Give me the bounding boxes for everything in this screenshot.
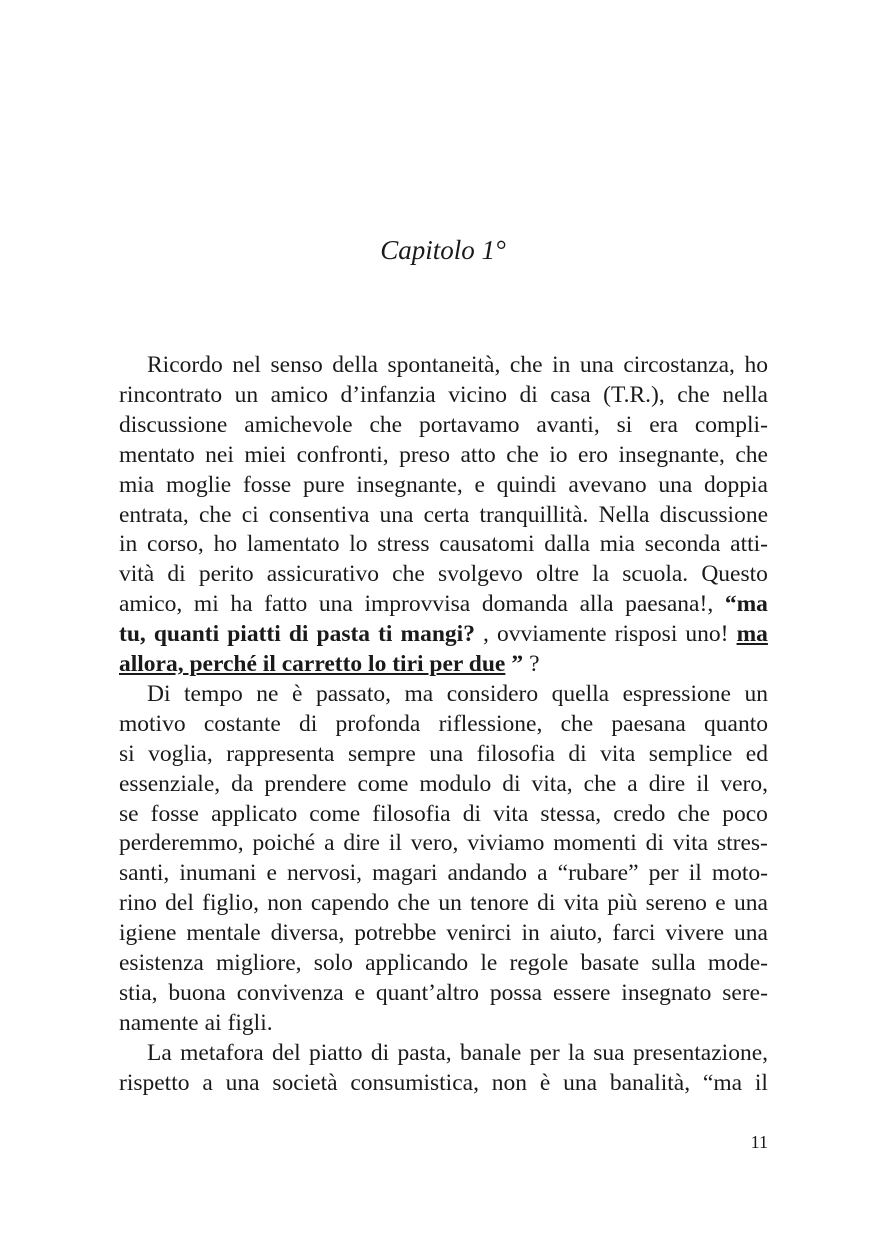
word: si <box>119 740 135 767</box>
text-line <box>119 799 768 829</box>
word: modulo <box>419 770 492 797</box>
word: di <box>645 830 664 857</box>
word: che <box>677 381 710 408</box>
word: amico, <box>119 591 183 618</box>
word: di <box>288 621 309 648</box>
word: consumistica, <box>350 1069 479 1096</box>
word: dalla <box>544 531 590 558</box>
word: migliore, <box>216 950 302 976</box>
word: prendere <box>264 770 347 797</box>
word: nei <box>205 441 234 468</box>
word: vità <box>119 561 155 588</box>
word: una <box>225 1069 260 1096</box>
word: una <box>579 352 614 378</box>
word: namente <box>119 1009 199 1036</box>
word: vita <box>493 800 529 827</box>
word: andando <box>447 860 528 887</box>
word: venirci <box>446 920 512 947</box>
word: una <box>733 920 768 947</box>
text-line <box>119 948 768 978</box>
word: quant’altro <box>375 979 480 1006</box>
word: convivenza <box>236 979 344 1006</box>
word: costante <box>203 710 281 737</box>
word: possa <box>489 979 543 1006</box>
word: Di <box>147 680 171 707</box>
word: sulla <box>651 950 696 976</box>
word: società <box>272 1069 338 1096</box>
word: mentato <box>119 441 195 468</box>
word: Questo <box>701 561 768 588</box>
word: uno! <box>685 621 729 648</box>
word: di <box>537 890 556 917</box>
word: discussione <box>119 411 228 438</box>
word: momenti <box>553 830 637 857</box>
word: scuola. <box>622 561 689 588</box>
word: lo <box>349 531 368 558</box>
word: una <box>318 591 353 618</box>
word: tu, <box>119 621 146 648</box>
word: regole <box>509 950 569 976</box>
word: figli. <box>227 1009 273 1036</box>
word: piatti <box>227 621 281 648</box>
text-line <box>119 470 768 500</box>
word: avevano <box>568 471 647 498</box>
word: perito <box>198 561 254 588</box>
word: banale <box>459 1039 522 1066</box>
word: non <box>491 1069 528 1096</box>
word: nel <box>232 352 261 378</box>
word: per <box>529 1039 560 1066</box>
word: il <box>754 1069 768 1096</box>
text-line <box>119 380 768 410</box>
word: inumani <box>179 860 257 887</box>
word: che <box>506 441 539 468</box>
page-number: 11 <box>750 1132 768 1152</box>
word: “rubare” <box>557 860 639 887</box>
word: che <box>198 501 232 528</box>
text-line <box>119 649 768 679</box>
word: vero, <box>720 770 768 797</box>
word: magari <box>372 860 438 887</box>
word: piatto <box>309 1039 363 1066</box>
word: dire <box>648 770 686 797</box>
word: rino <box>119 890 157 917</box>
word: passato, <box>315 680 391 707</box>
word: che <box>397 890 431 917</box>
word: (T.R.), <box>603 381 665 408</box>
word: aiuto, <box>549 920 603 947</box>
word: che <box>735 441 768 468</box>
word: applicato <box>211 800 298 827</box>
word: a <box>537 860 548 887</box>
word: stress <box>377 531 430 558</box>
word: Ricordo <box>147 352 223 378</box>
word: si <box>616 411 633 438</box>
word: domanda <box>481 591 568 618</box>
word: ti <box>378 621 393 648</box>
text-line <box>119 888 768 918</box>
word: il <box>388 830 402 857</box>
word: casa <box>550 381 591 408</box>
text-line <box>119 978 768 1008</box>
word: poco <box>722 800 768 827</box>
word: quindi <box>496 471 557 498</box>
word: vivere <box>665 920 725 947</box>
word: svolgevo <box>437 561 523 588</box>
word: il <box>688 860 702 887</box>
word: vita <box>600 740 636 767</box>
word: poiché <box>252 830 316 857</box>
word: fatto <box>264 591 308 618</box>
word: atti- <box>730 531 768 558</box>
word: paesana!, <box>625 591 714 618</box>
word: una <box>733 890 768 917</box>
word: vero, <box>410 830 459 857</box>
text-line <box>119 440 768 470</box>
text-line <box>147 1038 768 1068</box>
word: atto <box>460 441 496 468</box>
word: non <box>267 890 303 917</box>
word: credo <box>613 800 666 827</box>
text-line <box>147 679 768 709</box>
word: sempre <box>347 740 416 767</box>
word: compli- <box>694 411 768 438</box>
word: di <box>462 800 481 827</box>
word: ” <box>511 651 524 677</box>
word: “ma <box>702 1069 743 1096</box>
word: per <box>648 860 679 887</box>
word: sua <box>593 1039 625 1066</box>
word: mia <box>119 471 155 498</box>
word: più <box>607 890 638 917</box>
word: santi, <box>119 860 170 887</box>
word: preso <box>399 441 450 468</box>
word: spontaneità, <box>387 352 501 378</box>
text-line <box>119 828 768 858</box>
word: la <box>592 561 610 588</box>
word: dire <box>343 830 380 857</box>
word: fosse <box>150 800 199 827</box>
text-line <box>119 918 768 948</box>
word: esistenza <box>119 950 204 976</box>
word: di <box>502 770 521 797</box>
word: profonda <box>335 710 421 737</box>
word: la <box>567 1039 585 1066</box>
word: pasta <box>316 621 371 648</box>
word: quanti <box>153 621 220 648</box>
word: che <box>560 710 594 737</box>
word: considero <box>446 680 539 707</box>
word: avanti, <box>536 411 600 438</box>
text-line <box>119 709 768 739</box>
word: Nella <box>598 501 650 528</box>
word: basate <box>580 950 640 976</box>
word: mi <box>193 591 219 618</box>
word: sereno <box>645 890 707 917</box>
word: che <box>509 352 543 378</box>
word: una <box>658 471 693 498</box>
word: semplice <box>648 740 733 767</box>
word: diversa, <box>270 920 345 947</box>
word: alla <box>579 591 614 618</box>
word: viviamo <box>467 830 545 857</box>
word: presentazione, <box>632 1039 768 1066</box>
text-line <box>119 1008 768 1038</box>
word: da <box>231 770 254 797</box>
word: solo <box>313 950 353 976</box>
word: mentale <box>186 920 261 947</box>
word: moglie <box>165 471 232 498</box>
word: filosofia <box>476 740 555 767</box>
word: essenziale, <box>119 770 221 797</box>
word: seconda <box>644 531 721 558</box>
word: banalità, <box>609 1069 691 1096</box>
word: motivo <box>119 710 186 737</box>
word: io <box>549 441 568 468</box>
word: e <box>266 860 277 887</box>
word: improvvisa <box>364 591 471 618</box>
word: portavamo <box>419 411 520 438</box>
text-line <box>119 739 768 769</box>
word: filosofia <box>372 800 451 827</box>
word: figlio, <box>202 890 259 917</box>
text-line <box>119 589 768 619</box>
word: mangi? <box>400 621 475 648</box>
word: ho <box>213 531 238 558</box>
word: e <box>715 890 726 917</box>
text-line <box>147 350 768 380</box>
word: ci <box>241 501 259 528</box>
word: vicino <box>448 381 507 408</box>
word: del <box>165 890 194 917</box>
word: e <box>354 979 366 1006</box>
word: di <box>167 561 186 588</box>
word: fosse <box>242 471 292 498</box>
word: le <box>480 950 498 976</box>
word: come <box>309 800 361 827</box>
word: tempo <box>184 680 243 707</box>
word: d’infanzia <box>340 381 436 408</box>
word: potrebbe <box>354 920 437 947</box>
word: ha <box>230 591 253 618</box>
word: che <box>369 411 403 438</box>
word: un <box>234 381 259 408</box>
word: è <box>291 680 303 707</box>
word: amico <box>270 381 328 408</box>
word: ? <box>529 651 540 677</box>
word: circostanza, <box>623 352 735 378</box>
text-line <box>119 769 768 799</box>
word: di <box>519 381 538 408</box>
word: a <box>324 830 335 857</box>
word: a <box>202 1069 213 1096</box>
text-line <box>119 529 768 559</box>
word: vita <box>563 890 599 917</box>
word: voglia, <box>148 740 213 767</box>
word: metafora <box>180 1039 264 1066</box>
word: della <box>332 352 378 378</box>
word: entrata, <box>119 501 189 528</box>
word: che <box>583 770 617 797</box>
word: sere- <box>722 979 768 1006</box>
word: espressione <box>622 680 731 707</box>
word: miei <box>244 441 287 468</box>
word: era <box>649 411 678 438</box>
word: una <box>563 1069 598 1096</box>
word: ne <box>256 680 279 707</box>
word: tenore <box>470 890 529 917</box>
word: paesana <box>611 710 686 737</box>
word: vita <box>672 830 709 857</box>
word: confronti, <box>296 441 389 468</box>
word: oltre <box>535 561 580 588</box>
word: consentiva <box>268 501 370 528</box>
word: ho <box>744 352 768 378</box>
word: nervosi, <box>286 860 363 887</box>
word: perderemmo, <box>119 830 244 857</box>
word: un <box>438 890 462 917</box>
word: e <box>474 471 485 498</box>
word: , <box>483 621 489 648</box>
word: a <box>627 770 638 797</box>
word: rincontrato <box>119 381 223 408</box>
word: corso, <box>147 531 204 558</box>
word: insegnante, <box>356 471 463 498</box>
word: igiene <box>119 920 177 947</box>
text-line <box>119 1068 768 1098</box>
text-line <box>119 559 768 589</box>
word: rispetto <box>119 1069 190 1096</box>
chapter-title: Capitolo 1° <box>380 235 506 265</box>
word: assicurativo <box>266 561 380 588</box>
word: una <box>379 501 414 528</box>
word: stia, <box>119 979 158 1006</box>
word: buona <box>168 979 226 1006</box>
word: lamentato <box>246 531 340 558</box>
word: allora, perché il carretto lo tiri per due <box>119 651 506 677</box>
word: nella <box>722 381 768 408</box>
word: ma <box>736 621 768 648</box>
word: risposi <box>614 621 678 648</box>
word: che <box>677 800 711 827</box>
word: è <box>539 1069 551 1096</box>
word: pure <box>302 471 345 498</box>
word: farci <box>612 920 656 947</box>
word: doppia <box>704 471 768 498</box>
word: discussione <box>659 501 768 528</box>
word: di <box>299 710 318 737</box>
word: di <box>568 740 587 767</box>
word: moto- <box>711 860 768 887</box>
word: ai <box>204 1009 222 1036</box>
word: stres- <box>716 830 768 857</box>
word: vita, <box>531 770 573 797</box>
word: La <box>147 1039 172 1066</box>
word: mode- <box>707 950 768 976</box>
word: causatomi <box>439 531 535 558</box>
word: se <box>119 800 139 827</box>
word: quanto <box>704 710 768 737</box>
word: ovviamente <box>496 621 607 648</box>
word: in <box>521 920 540 947</box>
word: essere <box>553 979 611 1006</box>
word: in <box>119 531 138 558</box>
text-line <box>119 500 768 530</box>
word: “ma <box>724 591 768 618</box>
word: pasta, <box>397 1039 452 1066</box>
word: insegnante, <box>618 441 725 468</box>
word: certa <box>423 501 470 528</box>
text-line <box>119 619 768 649</box>
word: capendo <box>310 890 390 917</box>
text-line <box>119 858 768 888</box>
word: di <box>370 1039 390 1066</box>
word: rappresenta <box>226 740 335 767</box>
word: stessa, <box>540 800 602 827</box>
word: senso <box>270 352 323 378</box>
word: in <box>552 352 571 378</box>
word: quella <box>551 680 610 707</box>
word: insegnato <box>621 979 712 1006</box>
word: un <box>744 680 768 707</box>
word: ma <box>404 680 434 707</box>
word: applicando <box>365 950 469 976</box>
word: tranquillità. <box>479 501 589 528</box>
word: ed <box>745 740 768 767</box>
word: ero <box>578 441 609 468</box>
word: il <box>696 770 710 797</box>
word: riflessione, <box>438 710 543 737</box>
text-line <box>119 410 768 440</box>
word: del <box>271 1039 301 1066</box>
word: come <box>357 770 409 797</box>
word: che <box>392 561 425 588</box>
word: una <box>429 740 464 767</box>
word: mia <box>599 531 635 558</box>
word: amichevole <box>244 411 353 438</box>
